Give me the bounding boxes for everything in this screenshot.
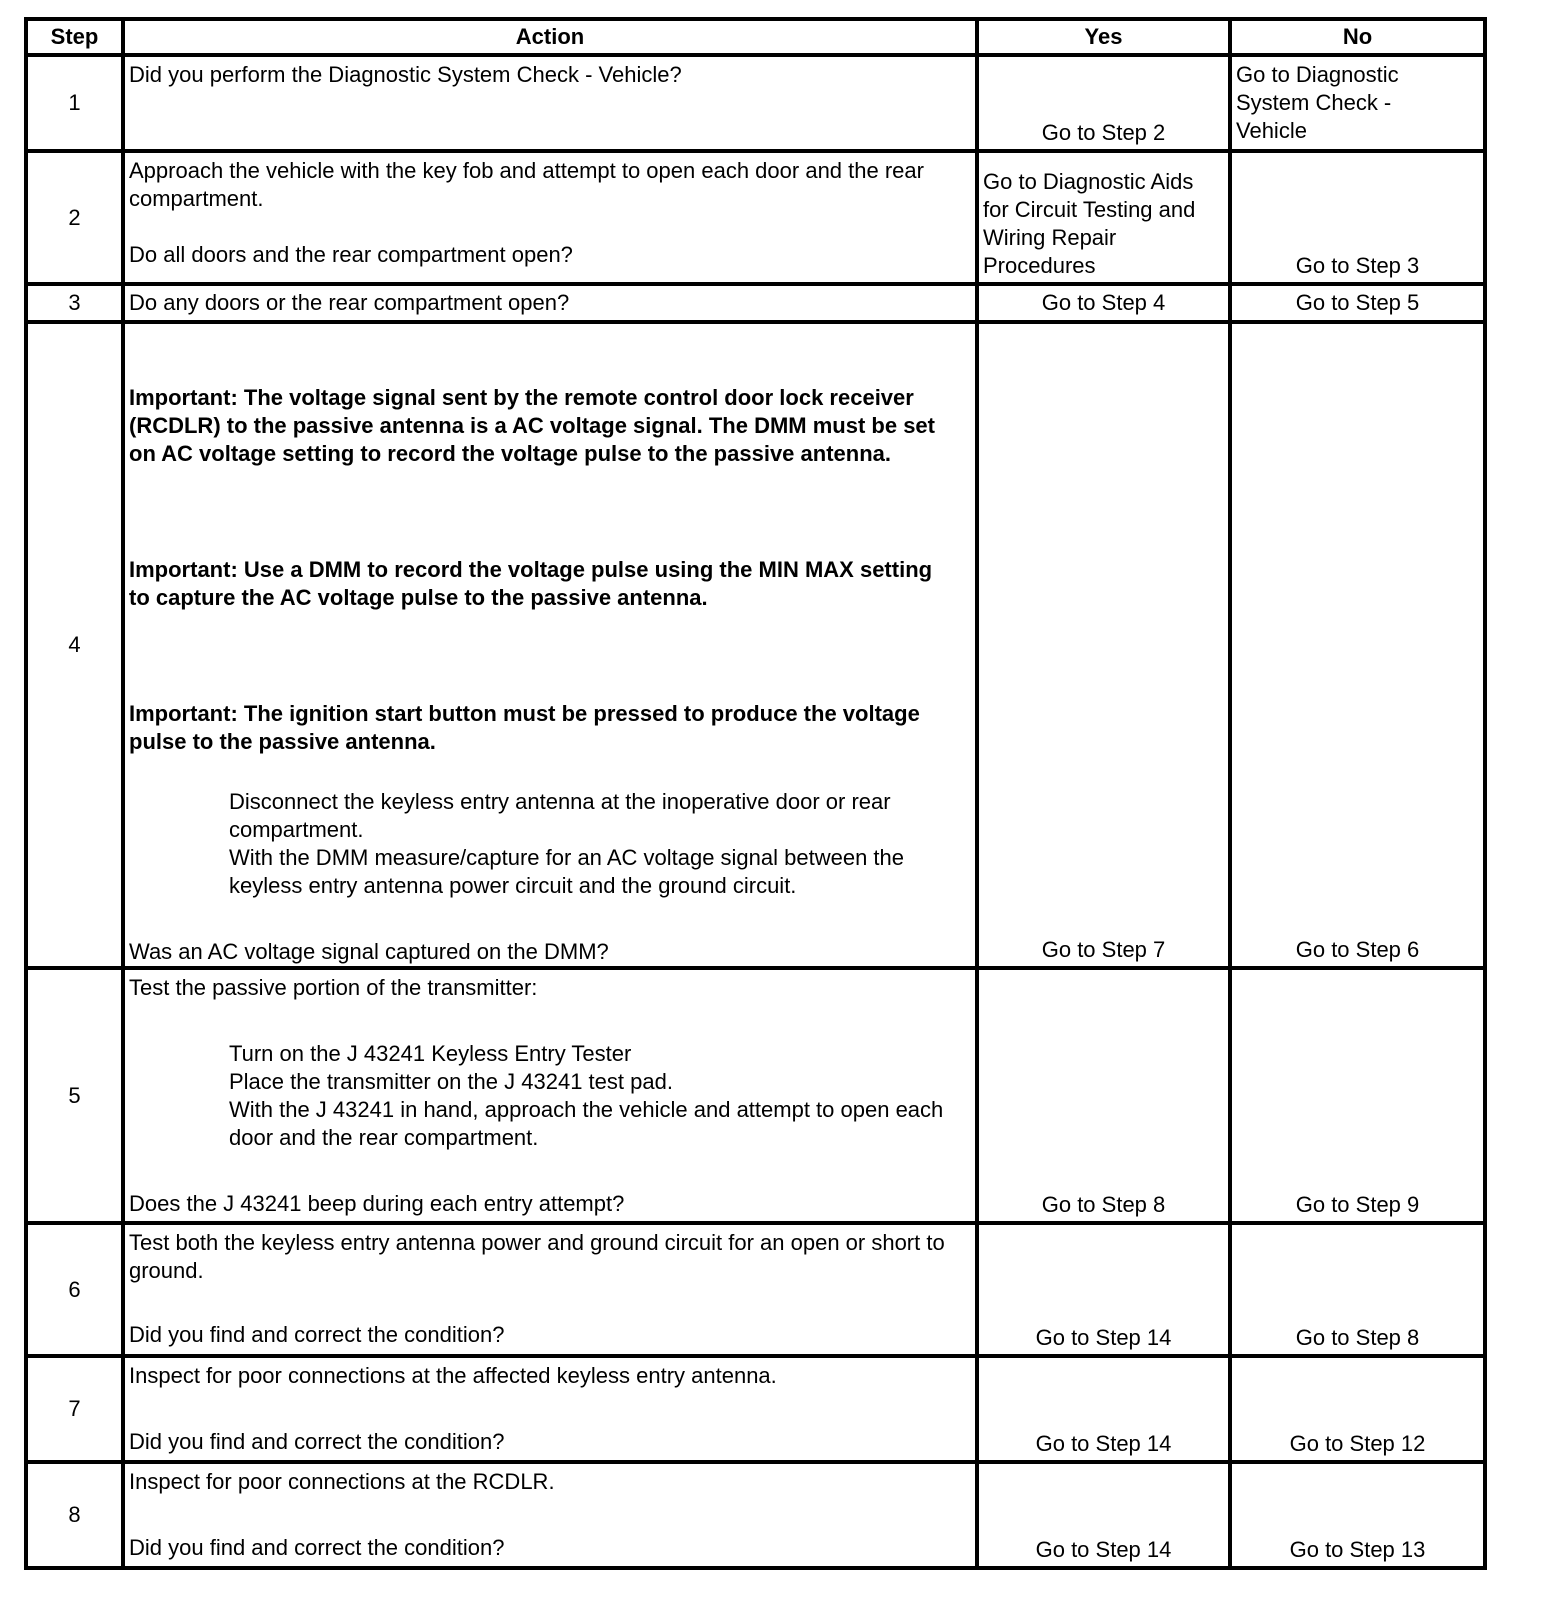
substep: Disconnect the keyless entry antenna at the inoperative door or rear compartment. [229, 789, 891, 842]
no-cell [1230, 1356, 1485, 1462]
action-question: Did you find and correct the condition? [129, 1429, 505, 1454]
action-text: Approach the vehicle with the key fob and attempt to open each door and the rear compartment. [129, 158, 924, 211]
no-link[interactable]: Go to Step 13 [1289, 1537, 1426, 1562]
action-cell [123, 55, 977, 151]
yes-link[interactable]: Go to Step 7 [1041, 937, 1166, 962]
action-question: Did you find and correct the condition? [129, 1535, 505, 1560]
yes-cell [977, 1223, 1230, 1356]
action-text: Do any doors or the rear compartment open? [129, 290, 570, 315]
yes-cell [977, 284, 1230, 322]
header-no: No [1230, 19, 1485, 55]
action-cell [123, 1462, 977, 1568]
substep: With the J 43241 in hand, approach the vehicle and attempt to open each door and the rear compartment. [229, 1097, 944, 1150]
action-question: Was an AC voltage signal captured on the DMM? [129, 939, 609, 964]
diagnostic-table [24, 17, 1487, 1570]
action-cell [123, 968, 977, 1223]
step-number: 7 [26, 1356, 123, 1462]
step-number: 4 [26, 322, 123, 968]
step-number: 3 [26, 284, 123, 322]
no-cell [1230, 1462, 1485, 1568]
action-text: Inspect for poor connections at the RCDLR. [129, 1469, 555, 1494]
table-row [26, 1223, 1485, 1356]
step-number: 2 [26, 151, 123, 284]
substep: Place the transmitter on the J 43241 test pad. [229, 1069, 673, 1094]
action-text: Did you perform the Diagnostic System Check - Vehicle? [129, 62, 682, 87]
no-cell [1230, 55, 1485, 151]
header-yes: Yes [977, 19, 1230, 55]
action-cell [123, 151, 977, 284]
yes-link[interactable]: Go to Step 4 [1041, 290, 1166, 315]
no-link[interactable]: Go to Step 5 [1295, 290, 1420, 315]
yes-link[interactable]: Go to Step 14 [1035, 1325, 1172, 1350]
yes-link[interactable]: Go to Step 8 [1041, 1192, 1166, 1217]
yes-link[interactable]: Go to Step 14 [1035, 1431, 1172, 1456]
no-link[interactable]: Go to Step 6 [1295, 937, 1420, 962]
action-text: Test both the keyless entry antenna power and ground circuit for an open or short to ground. [129, 1230, 945, 1283]
substep: With the DMM measure/capture for an AC voltage signal between the keyless entry antenna power circuit and the ground circuit. [229, 845, 905, 898]
important-note: Important: Use a DMM to record the voltage pulse using the MIN MAX setting to capture the AC voltage pulse to the passive antenna. [129, 557, 933, 610]
no-cell [1230, 1223, 1485, 1356]
action-text: Test the passive portion of the transmitter: [129, 975, 538, 1000]
action-cell [123, 1356, 977, 1462]
action-cell [123, 1223, 977, 1356]
no-link[interactable]: Go to Diagnostic System Check - Vehicle [1236, 62, 1399, 143]
step-number: 1 [26, 55, 123, 151]
header-row [26, 19, 1485, 55]
header-step: Step [26, 19, 123, 55]
important-note: Important: The voltage signal sent by the remote control door lock receiver (RCDLR) to the passive antenna is a AC voltage signal. The DMM must be set on AC voltage setting to record the voltage pulse to the passive antenna. [129, 385, 935, 466]
no-cell [1230, 968, 1485, 1223]
yes-cell [977, 1462, 1230, 1568]
no-cell [1230, 322, 1485, 968]
table-row [26, 968, 1485, 1223]
yes-cell [977, 55, 1230, 151]
no-link[interactable]: Go to Step 3 [1295, 253, 1420, 278]
yes-cell [977, 322, 1230, 968]
table-row [26, 1462, 1485, 1568]
action-question: Did you find and correct the condition? [129, 1322, 505, 1347]
table-row [26, 1356, 1485, 1462]
step-number: 6 [26, 1223, 123, 1356]
table-row [26, 151, 1485, 284]
substep: Turn on the J 43241 Keyless Entry Tester [229, 1041, 632, 1066]
action-cell [123, 284, 977, 322]
table-row [26, 284, 1485, 322]
action-cell [123, 322, 977, 968]
important-note: Important: The ignition start button must be pressed to produce the voltage pulse to the passive antenna. [129, 701, 920, 754]
action-question: Does the J 43241 beep during each entry attempt? [129, 1191, 625, 1216]
table-row [26, 322, 1485, 968]
yes-link[interactable]: Go to Step 2 [1041, 120, 1166, 145]
no-link[interactable]: Go to Step 12 [1289, 1431, 1426, 1456]
table-row [26, 55, 1485, 151]
yes-link[interactable]: Go to Step 14 [1035, 1537, 1172, 1562]
header-action: Action [123, 19, 977, 55]
action-text: Inspect for poor connections at the affected keyless entry antenna. [129, 1363, 777, 1388]
action-question: Do all doors and the rear compartment open? [129, 242, 573, 267]
no-cell [1230, 284, 1485, 322]
step-number: 8 [26, 1462, 123, 1568]
no-link[interactable]: Go to Step 8 [1295, 1325, 1420, 1350]
yes-cell [977, 968, 1230, 1223]
step-number: 5 [26, 968, 123, 1223]
no-cell [1230, 151, 1485, 284]
yes-cell [977, 151, 1230, 284]
yes-cell [977, 1356, 1230, 1462]
no-link[interactable]: Go to Step 9 [1295, 1192, 1420, 1217]
yes-link[interactable]: Go to Diagnostic Aids for Circuit Testing and Wiring Repair Procedures [983, 169, 1196, 278]
